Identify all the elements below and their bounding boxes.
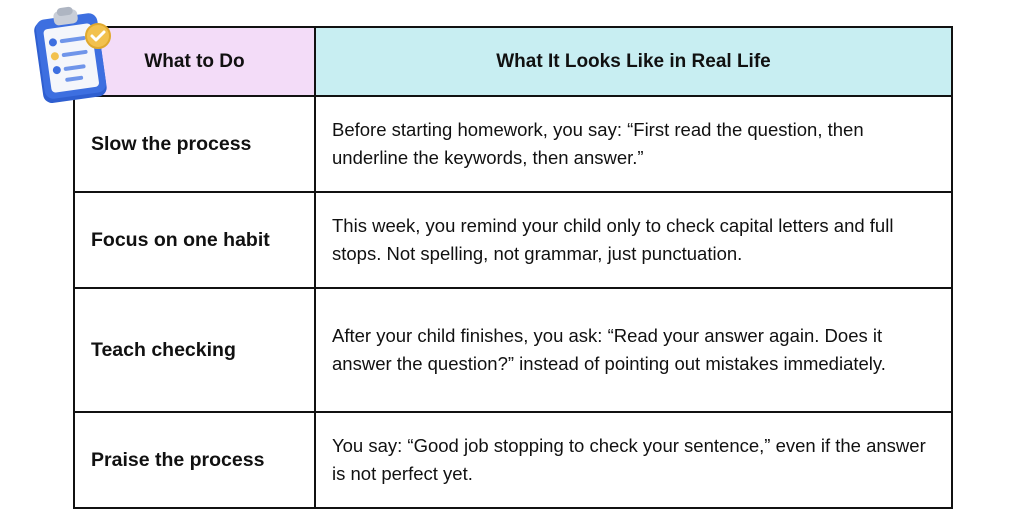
- row-example: Before starting homework, you say: “First read the question, then underline the keywords, then answer.”: [315, 96, 952, 192]
- table-row: [74, 192, 952, 288]
- tips-table: [73, 26, 953, 509]
- table-row: [74, 96, 952, 192]
- row-action: Praise the process: [74, 412, 315, 508]
- table-row: [74, 288, 952, 412]
- row-action: Focus on one habit: [74, 192, 315, 288]
- header-real-life: What It Looks Like in Real Life: [315, 27, 952, 96]
- row-example: This week, you remind your child only to check capital letters and full stops. Not spelling, not grammar, just punctuation.: [315, 192, 952, 288]
- row-action: Slow the process: [74, 96, 315, 192]
- row-example: You say: “Good job stopping to check your sentence,” even if the answer is not perfect yet.: [315, 412, 952, 508]
- table-row: [74, 412, 952, 508]
- row-example: After your child finishes, you ask: “Read your answer again. Does it answer the question?” instead of pointing out mistakes immediately.: [315, 288, 952, 412]
- header-what-to-do: What to Do: [74, 27, 315, 96]
- clipboard-checklist-icon: [30, 4, 112, 104]
- row-action: Teach checking: [74, 288, 315, 412]
- table-header-row: [74, 27, 952, 96]
